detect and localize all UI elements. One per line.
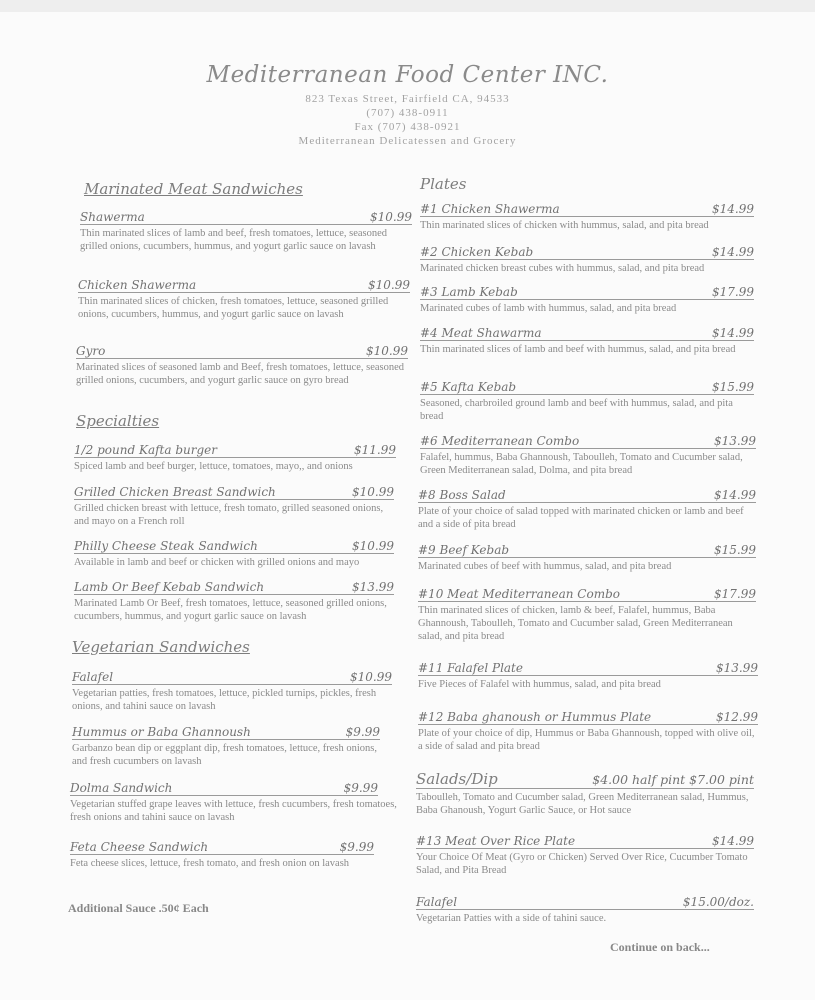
item-name: #8 Boss Salad bbox=[418, 488, 506, 502]
item-price: $17.99 bbox=[712, 285, 754, 299]
menu-item bbox=[420, 285, 754, 315]
item-price: $17.99 bbox=[714, 587, 756, 601]
item-price: $10.99 bbox=[366, 344, 408, 358]
item-price: $9.99 bbox=[345, 725, 380, 739]
item-price: $15.00/doz. bbox=[682, 895, 754, 909]
item-description: Marinated slices of seasoned lamb and Beef, fresh tomatoes, lettuce, seasoned grilled onions, cucumbers, and yogurt garlic sauce on gyro bread bbox=[76, 362, 405, 386]
menu-item bbox=[78, 278, 410, 321]
item-description: Thin marinated slices of chicken, lamb & beef, Falafel, hummus, Baba Ghannoush, Taboulleh, Tomato and Cucumber salad, Green Mediterranean salad, and pita bread bbox=[418, 605, 733, 642]
item-description: Your Choice Of Meat (Gyro or Chicken) Served Over Rice, Cucumber Tomato Salad, and Pita Bread bbox=[416, 852, 748, 876]
menu-header bbox=[0, 62, 815, 148]
item-name: #1 Chicken Shawerma bbox=[420, 202, 560, 216]
item-description: Marinated chicken breast cubes with hummus, salad, and pita bread bbox=[420, 263, 705, 274]
item-name: Dolma Sandwich bbox=[70, 781, 173, 795]
section-plates-title: Plates bbox=[420, 175, 467, 193]
item-description: Vegetarian Patties with a side of tahini sauce. bbox=[416, 913, 607, 924]
menu-item bbox=[420, 202, 754, 232]
item-name: #3 Lamb Kebab bbox=[420, 285, 518, 299]
item-description: Thin marinated slices of lamb and beef with hummus, salad, and pita bread bbox=[420, 344, 736, 355]
item-price: $10.99 bbox=[352, 539, 394, 553]
fax-line: Fax (707) 438-0921 bbox=[354, 121, 461, 133]
address-line: 823 Texas Street, Fairfield CA, 94533 bbox=[305, 93, 510, 105]
menu-item bbox=[416, 895, 754, 925]
menu-item bbox=[418, 488, 756, 531]
item-description: Feta cheese slices, lettuce, fresh tomato, and fresh onion on lavash bbox=[70, 858, 350, 869]
continue-note: Continue on back... bbox=[610, 940, 710, 954]
item-description: Plate of your choice of salad topped with marinated chicken or lamb and beef and a side of pita bread bbox=[418, 506, 744, 530]
menu-item bbox=[420, 245, 754, 275]
menu-item bbox=[74, 580, 394, 623]
item-description: Grilled chicken breast with lettuce, fresh tomato, grilled seasoned onions, and mayo on a French roll bbox=[74, 503, 384, 527]
menu-item bbox=[418, 587, 756, 643]
item-price: $9.99 bbox=[343, 781, 378, 795]
item-name: Chicken Shawerma bbox=[78, 278, 197, 292]
item-description: Seasoned, charbroiled ground lamb and beef with hummus, salad, and pita bread bbox=[420, 398, 733, 422]
item-description: Plate of your choice of dip, Hummus or Baba Ghannoush, topped with olive oil, a side of salad and pita bread bbox=[418, 728, 755, 752]
menu-item bbox=[418, 543, 756, 573]
tagline: Mediterranean Delicatessen and Grocery bbox=[298, 135, 517, 147]
item-description: Marinated cubes of beef with hummus, salad, and pita bread bbox=[418, 561, 672, 572]
menu-item bbox=[420, 326, 754, 356]
item-description: Spiced lamb and beef burger, lettuce, tomatoes, mayo,, and onions bbox=[74, 461, 353, 472]
item-price: $11.99 bbox=[354, 443, 396, 457]
item-price: $14.99 bbox=[712, 245, 754, 259]
item-price: $10.99 bbox=[350, 670, 392, 684]
section-vegetarian-title: Vegetarian Sandwiches bbox=[72, 638, 250, 656]
item-name: #4 Meat Shawarma bbox=[420, 326, 542, 340]
item-description: Thin marinated slices of chicken, fresh tomatoes, lettuce, seasoned grilled onions, cucumbers, hummus, and yogurt garlic sauce on lavash bbox=[78, 296, 389, 320]
item-price: $13.99 bbox=[714, 434, 756, 448]
item-name: #6 Mediterranean Combo bbox=[420, 434, 580, 448]
item-price: $12.99 bbox=[716, 710, 758, 724]
item-name: Grilled Chicken Breast Sandwich bbox=[74, 485, 276, 499]
menu-item bbox=[74, 485, 394, 528]
menu-item bbox=[80, 210, 412, 253]
item-name: 1/2 pound Kafta burger bbox=[74, 443, 218, 457]
item-description: Available in lamb and beef or chicken with grilled onions and mayo bbox=[74, 557, 360, 568]
section-specialties-title: Specialties bbox=[76, 412, 160, 430]
item-description: Thin marinated slices of chicken with hummus, salad, and pita bread bbox=[420, 220, 709, 231]
item-description: Marinated Lamb Or Beef, fresh tomatoes, lettuce, seasoned grilled onions, cucumbers, hummus, and yogurt garlic sauce on lavash bbox=[74, 598, 387, 622]
salads-dip-section bbox=[416, 770, 754, 817]
item-price: $13.99 bbox=[352, 580, 394, 594]
item-price: $9.99 bbox=[339, 840, 374, 854]
item-price: $10.99 bbox=[368, 278, 410, 292]
menu-item bbox=[420, 380, 754, 423]
menu-item bbox=[418, 661, 758, 691]
item-price: $15.99 bbox=[714, 543, 756, 557]
item-description: Vegetarian patties, fresh tomatoes, lettuce, pickled turnips, pickles, fresh onions, and tahini sauce on lavash bbox=[72, 688, 377, 712]
item-name: Falafel bbox=[72, 670, 114, 684]
item-name: #2 Chicken Kebab bbox=[420, 245, 534, 259]
menu-item bbox=[74, 539, 394, 569]
item-name: Philly Cheese Steak Sandwich bbox=[74, 539, 258, 553]
menu-item bbox=[72, 670, 392, 713]
item-name: #11 Falafel Plate bbox=[418, 661, 523, 675]
section-salads-title: Salads/Dip bbox=[416, 770, 498, 788]
menu-item bbox=[76, 344, 408, 387]
salads-description: Taboulleh, Tomato and Cucumber salad, Green Mediterranean salad, Hummus, Baba Ghanoush, Yogurt Garlic Sauce, or Hot sauce bbox=[416, 792, 749, 816]
item-description: Marinated cubes of lamb with hummus, salad, and pita bread bbox=[420, 303, 677, 314]
item-description: Garbanzo bean dip or eggplant dip, fresh tomatoes, lettuce, fresh onions, and fresh cucumbers on lavash bbox=[72, 743, 377, 767]
item-price: $14.99 bbox=[712, 834, 754, 848]
item-description: Vegetarian stuffed grape leaves with lettuce, fresh cucumbers, fresh tomatoes, fresh onions and tahini sauce on lavash bbox=[70, 799, 397, 823]
item-price: $10.99 bbox=[352, 485, 394, 499]
item-price: $14.99 bbox=[712, 202, 754, 216]
item-price: $14.99 bbox=[712, 326, 754, 340]
item-price: $13.99 bbox=[716, 661, 758, 675]
item-name: Falafel bbox=[416, 895, 458, 909]
item-description: Falafel, hummus, Baba Ghannoush, Taboulleh, Tomato and Cucumber salad, Green Mediterranean salad, Dolma, and pita bread bbox=[420, 452, 743, 476]
section-marinated-title: Marinated Meat Sandwiches bbox=[84, 180, 303, 198]
additional-sauce-note: Additional Sauce .50¢ Each bbox=[68, 901, 209, 915]
item-name: Feta Cheese Sandwich bbox=[70, 840, 209, 854]
item-name: Lamb Or Beef Kebab Sandwich bbox=[74, 580, 265, 594]
menu-item bbox=[418, 710, 758, 753]
menu-item bbox=[70, 781, 410, 824]
salads-price: $4.00 half pint $7.00 pint bbox=[592, 772, 754, 787]
item-name: #13 Meat Over Rice Plate bbox=[416, 834, 576, 848]
item-price: $14.99 bbox=[714, 488, 756, 502]
menu-item bbox=[70, 840, 394, 870]
item-description: Thin marinated slices of lamb and beef, fresh tomatoes, lettuce, seasoned grilled onions, cucumbers, hummus, and yogurt garlic sauce on lavash bbox=[80, 228, 388, 252]
item-price: $10.99 bbox=[370, 210, 412, 224]
item-name: #12 Baba ghanoush or Hummus Plate bbox=[418, 710, 652, 724]
item-price: $15.99 bbox=[712, 380, 754, 394]
item-name: Hummus or Baba Ghannoush bbox=[72, 725, 251, 739]
item-name: #9 Beef Kebab bbox=[418, 543, 510, 557]
item-name: #5 Kafta Kebab bbox=[420, 380, 517, 394]
menu-item bbox=[74, 443, 396, 473]
item-name: Shawerma bbox=[80, 210, 145, 224]
item-description: Five Pieces of Falafel with hummus, salad, and pita bread bbox=[418, 679, 661, 690]
menu-item bbox=[416, 834, 754, 877]
restaurant-title: Mediterranean Food Center INC. bbox=[206, 62, 609, 88]
item-name: Gyro bbox=[76, 344, 106, 358]
item-name: #10 Meat Mediterranean Combo bbox=[418, 587, 620, 601]
phone-line: (707) 438-0911 bbox=[366, 107, 449, 119]
menu-item bbox=[420, 434, 756, 477]
menu-item bbox=[72, 725, 380, 768]
